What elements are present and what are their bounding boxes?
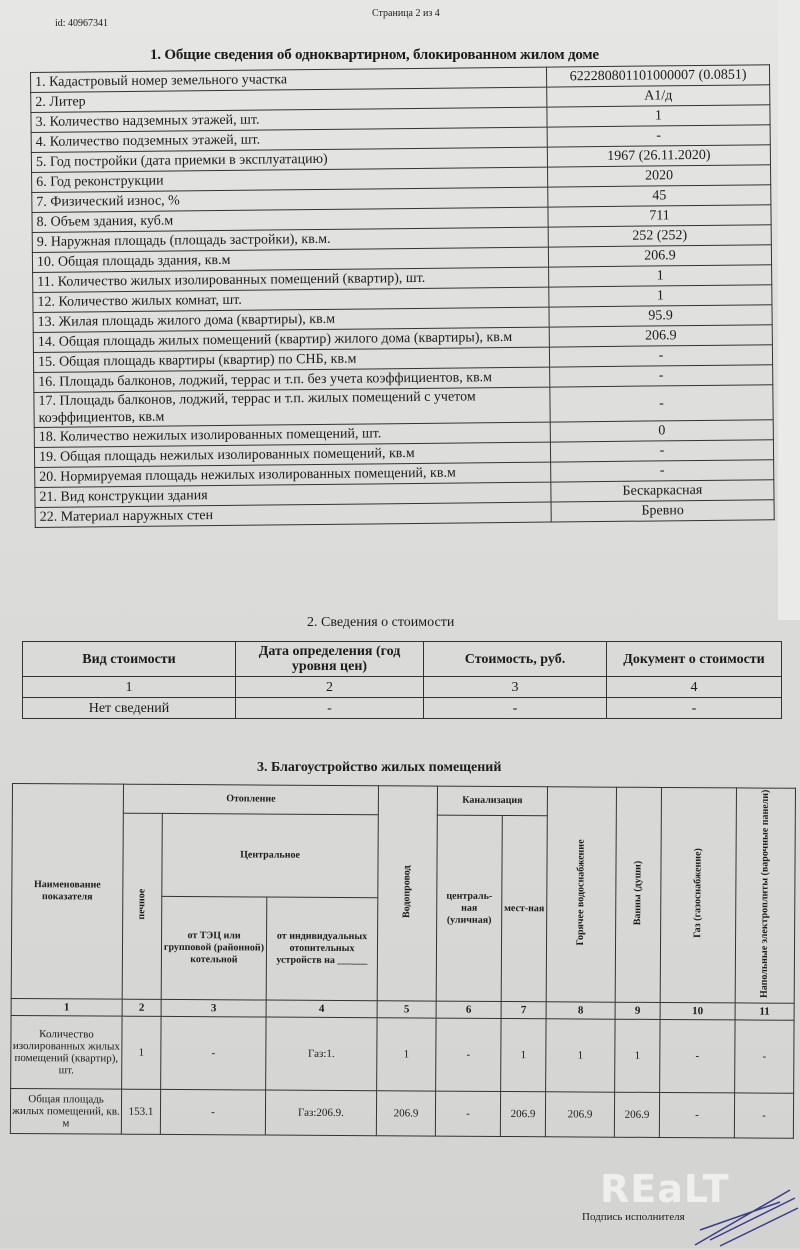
- amenities-cell: -: [734, 1093, 793, 1138]
- realt-watermark-logo: REaLT: [600, 1167, 730, 1211]
- amenities-cell: 206.9: [376, 1091, 435, 1136]
- info-value: -: [547, 125, 770, 147]
- document-id: id: 40967341: [55, 18, 109, 29]
- info-value: 1: [549, 285, 772, 307]
- info-label: 11. Количество жилых изолированных помещений (квартир), шт.: [33, 267, 549, 292]
- amenities-cell: Газ:1.: [266, 1017, 377, 1091]
- cost-header-row: [23, 642, 782, 677]
- signature-label: Подпись исполнителя: [582, 1211, 685, 1223]
- cost-cell: -: [424, 698, 607, 719]
- amenities-cell: 206.9: [500, 1092, 545, 1137]
- info-label: 12. Количество жилых комнат, шт.: [33, 287, 549, 312]
- header-chp: от ТЭЦ или групповой (районной) котельной: [161, 897, 267, 1001]
- header-hot-water: Горячее водоснабжение: [546, 787, 616, 1003]
- row-label: Количество изолированных жилых помещений (квартир), шт.: [11, 1016, 122, 1090]
- col-number: 4: [607, 677, 782, 698]
- header-name: Наименование показателя: [11, 784, 123, 1000]
- info-value: 45: [548, 185, 771, 207]
- col-number: 5: [377, 1001, 436, 1018]
- header-heating: Отопление: [123, 784, 378, 815]
- info-label: 8. Объем здания, куб.м: [32, 207, 548, 232]
- amenities-cell: 1: [122, 1017, 161, 1090]
- info-value: -: [550, 440, 773, 462]
- col-number: 1: [23, 677, 236, 698]
- info-label: 22. Материал наружных стен: [35, 502, 551, 527]
- header-bath: Ванны (души): [615, 787, 661, 1003]
- cost-table: [22, 641, 782, 719]
- info-label: 13. Жилая площадь жилого дома (квартиры), кв.м: [33, 307, 549, 332]
- info-value: Бревно: [551, 500, 774, 522]
- header-individual: от индивидуальных отопительных устройств на ______: [266, 897, 378, 1001]
- amenities-cell: -: [660, 1020, 735, 1093]
- cost-data-row: [23, 698, 782, 719]
- col-number: 2: [122, 1000, 161, 1017]
- amenities-cell: -: [435, 1092, 500, 1137]
- section2-title: 2. Сведения о стоимости: [307, 615, 455, 630]
- signature-scribble-icon: [690, 1180, 800, 1250]
- col-number: 10: [660, 1003, 735, 1020]
- header-water: Водопровод: [377, 786, 437, 1002]
- info-value: 622280801101000007 (0.0851): [546, 65, 769, 87]
- info-value: 1: [547, 105, 770, 127]
- section1-title: 1. Общие сведения об одноквартирном, блокированном жилом доме: [150, 47, 599, 63]
- info-label: 18. Количество нежилых изолированных помещений, шт.: [34, 422, 550, 447]
- info-value: 2020: [548, 165, 771, 187]
- info-value: А1/д: [547, 85, 770, 107]
- cost-header: Стоимость, руб.: [424, 642, 607, 677]
- col-number: 4: [266, 1000, 377, 1018]
- amenities-cell: 1: [546, 1019, 615, 1092]
- amenities-cell: 206.9: [614, 1093, 659, 1138]
- amenities-cell: -: [160, 1090, 265, 1136]
- info-label: 5. Год постройки (дата приемки в эксплуатацию): [31, 147, 547, 172]
- info-value: 206.9: [548, 245, 771, 267]
- col-number: 2: [236, 677, 424, 698]
- amenities-cell: Газ:206.9.: [265, 1090, 376, 1136]
- col-number: 11: [735, 1003, 794, 1020]
- cost-header: Вид стоимости: [23, 642, 236, 677]
- amenities-cell: 1: [377, 1018, 436, 1091]
- info-value: 252 (252): [548, 225, 771, 247]
- col-number: 1: [11, 999, 122, 1017]
- info-value: 206.9: [549, 325, 772, 347]
- info-label: 21. Вид конструкции здания: [35, 482, 551, 507]
- amenities-cell: -: [659, 1093, 734, 1138]
- info-label: 10. Общая площадь здания, кв.м: [32, 247, 548, 272]
- cost-cell: -: [236, 698, 424, 719]
- cost-header: Документ о стоимости: [607, 642, 782, 677]
- cost-header: Дата определения (год уровня цен): [236, 642, 424, 677]
- cost-number-row: [23, 677, 782, 698]
- amenities-row: [11, 1016, 794, 1094]
- header-electric-stoves: Напольные электроплиты (варочные панели): [735, 788, 795, 1004]
- general-info-table: [30, 64, 775, 528]
- info-label: 17. Площадь балконов, лоджий, террас и т.п. жилых помещений с учетом коэффициентов, кв.м: [34, 387, 550, 427]
- amenities-cell: -: [161, 1017, 266, 1091]
- info-value: 1: [549, 265, 772, 287]
- info-label: 1. Кадастровый номер земельного участка: [31, 67, 547, 92]
- info-value: 711: [548, 205, 771, 227]
- amenities-cell: 206.9: [545, 1092, 614, 1137]
- section3-title: 3. Благоустройство жилых помещений: [257, 760, 502, 775]
- info-value: 0: [550, 420, 773, 442]
- header-stove: печное: [122, 813, 162, 1000]
- info-value: 95.9: [549, 305, 772, 327]
- info-label: 19. Общая площадь нежилых изолированных помещений, кв.м: [34, 442, 550, 467]
- row-label: Общая площадь жилых помещений, кв. м: [10, 1089, 121, 1135]
- col-number: 7: [501, 1002, 546, 1019]
- info-label: 20. Нормируемая площадь нежилых изолированных помещений, кв.м: [35, 462, 551, 487]
- header-gas: Газ (газоснабжение): [660, 787, 736, 1003]
- amenities-table: [10, 783, 796, 1139]
- info-value: -: [550, 365, 773, 387]
- amenities-cell: 1: [501, 1019, 546, 1092]
- header-sewer-central: централь-ная (уличная): [436, 815, 502, 1002]
- page-number: Страница 2 из 4: [372, 8, 440, 19]
- info-value: -: [551, 460, 774, 482]
- page-edge: [778, 0, 800, 620]
- col-number: 9: [615, 1003, 660, 1020]
- cost-cell: Нет сведений: [23, 698, 236, 719]
- cost-cell: -: [607, 698, 782, 719]
- col-number: 3: [424, 677, 607, 698]
- amenities-cell: -: [735, 1020, 794, 1093]
- col-number: 8: [546, 1002, 615, 1019]
- info-value: -: [550, 385, 773, 422]
- info-value: 1967 (26.11.2020): [547, 145, 770, 167]
- header-sewer: Канализация: [437, 786, 547, 816]
- info-label: 9. Наружная площадь (площадь застройки), кв.м.: [32, 227, 548, 252]
- amenities-row: [10, 1089, 793, 1139]
- col-number: 3: [161, 1000, 266, 1018]
- info-label: 6. Год реконструкции: [32, 167, 548, 192]
- info-label: 4. Количество подземных этажей, шт.: [31, 127, 547, 152]
- info-value: Бескаркасная: [551, 480, 774, 502]
- header-sewer-local: мест-ная: [501, 815, 547, 1002]
- info-label: 14. Общая площадь жилых помещений (квартир) жилого дома (квартиры), кв.м: [33, 327, 549, 352]
- info-label: 3. Количество надземных этажей, шт.: [31, 107, 547, 132]
- info-label: 15. Общая площадь квартиры (квартир) по СНБ, кв.м: [33, 347, 549, 372]
- header-central: Центральное: [162, 813, 379, 898]
- col-number: 6: [436, 1002, 501, 1019]
- info-label: 7. Физический износ, %: [32, 187, 548, 212]
- info-value: -: [549, 345, 772, 367]
- amenities-cell: 1: [615, 1020, 660, 1093]
- info-label: 16. Площадь балконов, лоджий, террас и т.п. без учета коэффициентов, кв.м: [34, 367, 550, 392]
- info-label: 2. Литер: [31, 87, 547, 112]
- amenities-cell: -: [436, 1019, 501, 1092]
- amenities-cell: 153.1: [121, 1090, 160, 1135]
